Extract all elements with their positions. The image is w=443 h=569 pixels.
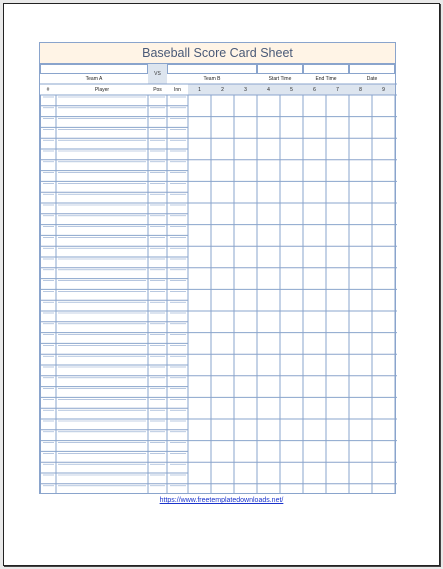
player-column-header: Player (56, 84, 148, 95)
inning-column-header: 3 (234, 84, 257, 95)
sheet-title: Baseball Score Card Sheet (40, 43, 395, 64)
vs-label: VS (148, 64, 167, 84)
inning-column-header: 9 (372, 84, 395, 95)
inn-column-header: Inn (167, 84, 188, 95)
inning-column-header: 7 (326, 84, 349, 95)
inning-column-header: 1 (188, 84, 211, 95)
end-time-label: End Time (315, 76, 337, 82)
start-time-label: Start Time (268, 76, 292, 82)
inning-column-header: 2 (211, 84, 234, 95)
team-a-label: Team A (85, 76, 103, 82)
number-column-header: # (40, 84, 56, 95)
pos-column-header: Pos (148, 84, 167, 95)
inning-column-header: 8 (349, 84, 372, 95)
inning-column-header: 5 (280, 84, 303, 95)
document-page (3, 3, 440, 566)
inning-column-header: 4 (257, 84, 280, 95)
date-label: Date (366, 76, 378, 82)
team-b-label: Team B (203, 76, 221, 82)
footer-link[interactable]: https://www.freetemplatedownloads.net/ (159, 497, 284, 504)
score-card-sheet (39, 42, 396, 494)
score-grid (40, 43, 397, 495)
inning-column-header: 6 (303, 84, 326, 95)
